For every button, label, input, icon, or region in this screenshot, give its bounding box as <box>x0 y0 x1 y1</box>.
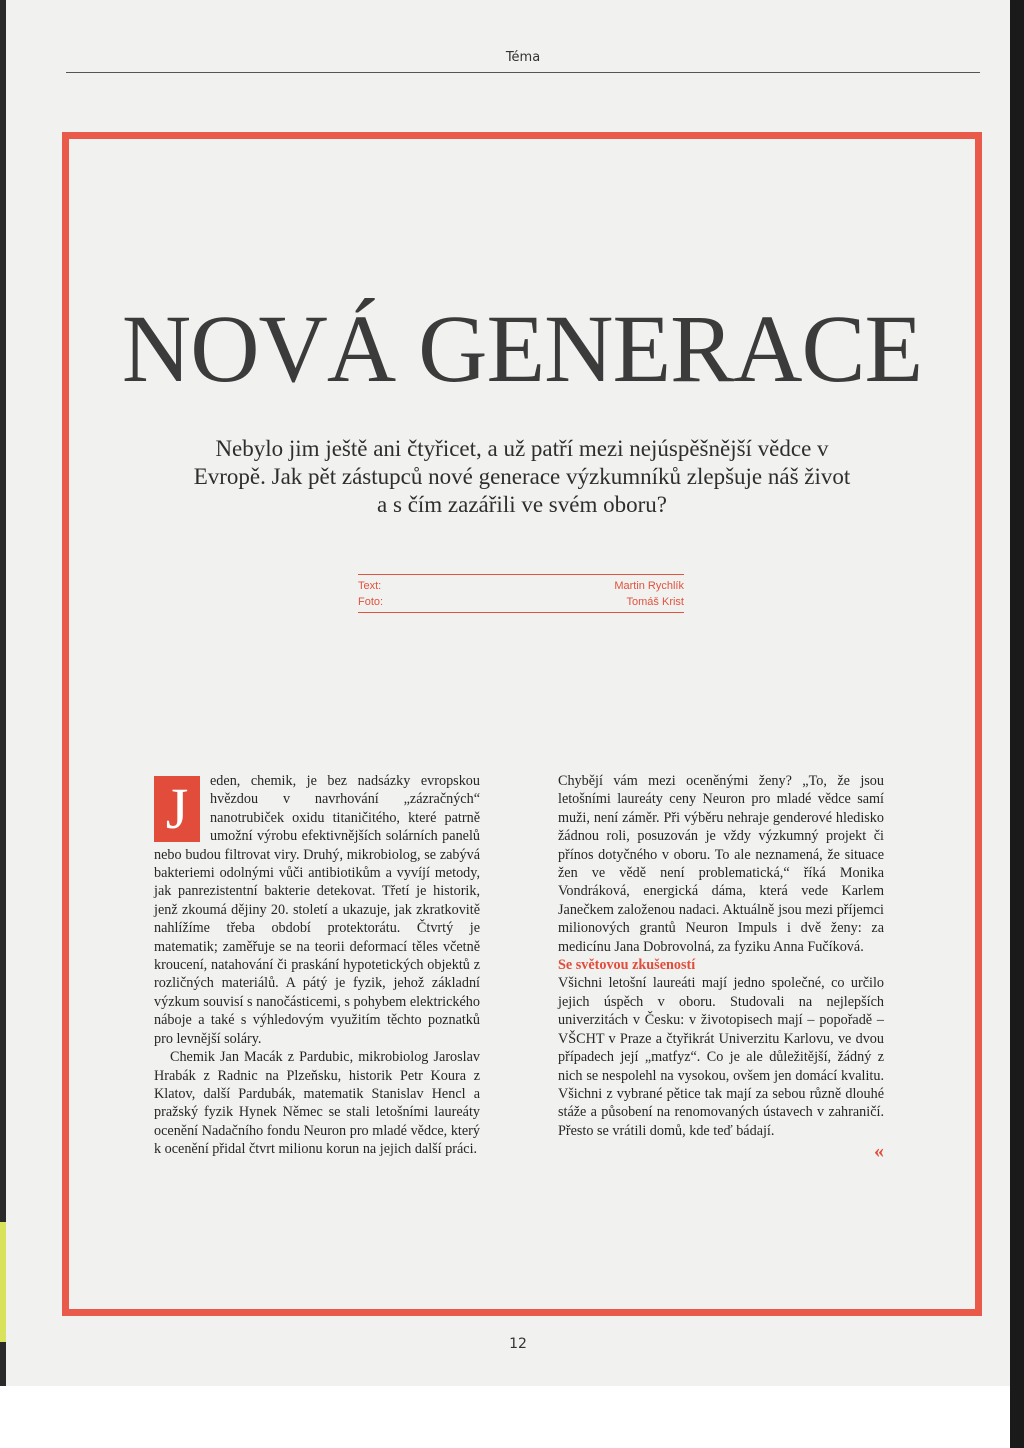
paragraph <box>154 772 480 1048</box>
credit-text-label: Text: <box>358 580 382 592</box>
section-label: Téma <box>505 50 541 65</box>
scan-edge-right <box>1010 0 1024 1448</box>
article-column-right <box>558 772 884 1161</box>
paragraph <box>558 974 884 1140</box>
article-column-left <box>154 772 480 1159</box>
credit-text-author: Martin Rychlík <box>614 580 684 592</box>
article-frame <box>62 132 982 1316</box>
paragraph-text: eden, chemik, je bez nadsázky evropskou hvězdou v navrhování „zázračných“ nanotrubiček oxidu titaničitého, které patrně umožní výrobu efektivnějších solárních panelů nebo budou filtrovat viry. Druhý, mikrobiolog, se zabývá bakteriemi odolnými vůči antibiotikům a vyvíjí metody, jak panrezistentní bakterie detekovat. Třetí je historik, jenž zkoumá dějiny 20. století a ukazuje, jak zkratkovitě nahlížíme třeba období protektorátu. Čtvrtý je matematik; zaměřuje se na teorii deformací těles včetně kroucení, natahování či praskání hypotetických objektů z rozličných materiálů. A pátý je fyzik, jehož základní výzkum souvisí s nanočásticemi, s pohybem elektrického náboje a také s výhledovým využitím těchto poznatků pro levnější soláry. <box>154 773 480 1047</box>
article-title: NOVÁ GENERACE <box>121 295 923 402</box>
subheading: Se světovou zkušeností <box>558 957 696 974</box>
article-lead: Nebylo jim ještě ani čtyřicet, a už patří mezi nejúspěšnější vědce v Evropě. Jak pět zástupců nové generace výzkumníků zlepšuje náš život a s čím zazářili ve svém oboru? <box>193 436 851 517</box>
paragraph: Chemik Jan Macák z Pardubic, mikrobiolog Jaroslav Hrabák z Radnic na Plzeňsku, historik Petr Koura z Klatov, další Pardubák, matematik Stanislav Hencl a pražský fyzik Hynek Němec se stali letošními laureáty ocenění Nadačního fondu Neuron pro mladé vědce, který k ocenění přidal čtvrt milionu korun na jejich další práci. <box>154 1049 480 1158</box>
header-rule <box>66 72 980 73</box>
paragraph: Chybějí vám mezi oceněnými ženy? „To, že jsou letošními laureáty ceny Neuron pro mladé vědce samí muži, není záměr. Při výběru nehraje genderové hledisko žádnou roli, posuzován je vždy výzkumný projekt či přínos dotyčného v oboru. To ale neznamená, že situace žen ve vědě není problematická,“ říká Monika Vondráková, energická dáma, která vede Karlem Janečkem založenou nadaci. Aktuálně jsou mezi příjemci milionových grantů Neuron Impuls i dvě ženy: za medicínu Jana Dobrovolná, za fyziku Anna Fučíková. <box>558 773 884 955</box>
credit-photo-row <box>358 594 684 610</box>
end-mark: « <box>874 1140 884 1163</box>
page-number: 12 <box>509 1336 527 1352</box>
article-credits <box>358 574 684 613</box>
drop-cap: J <box>154 776 200 842</box>
paragraph-text: Všichni letošní laureáti mají jedno společné, co určilo jejich úspěch v oboru. Studovali na nejlepších univerzitách v Česku: v životopisech mají – popořadě – VŠCHT v Praze a čtyřikrát Univerzitu Karlovu, ve dvou případech její „matfyz“. Co je ale důležitější, žádný z nich se nespolehl na vysokou, ovšem jen domácí kvalitu. Všichni z vybrané pětice tak mají za sebou různě dlouhé stáže a působení na renomovaných ústavech v zahraničí. Přesto se vrátili domů, kde teď bádají. <box>558 975 884 1139</box>
scan-edge-left-yellow <box>0 1222 6 1342</box>
credit-photo-label: Foto: <box>358 596 384 608</box>
credit-photo-author: Tomáš Krist <box>626 596 684 608</box>
scan-bottom-margin <box>0 1386 1010 1448</box>
credit-text-row <box>358 578 684 594</box>
